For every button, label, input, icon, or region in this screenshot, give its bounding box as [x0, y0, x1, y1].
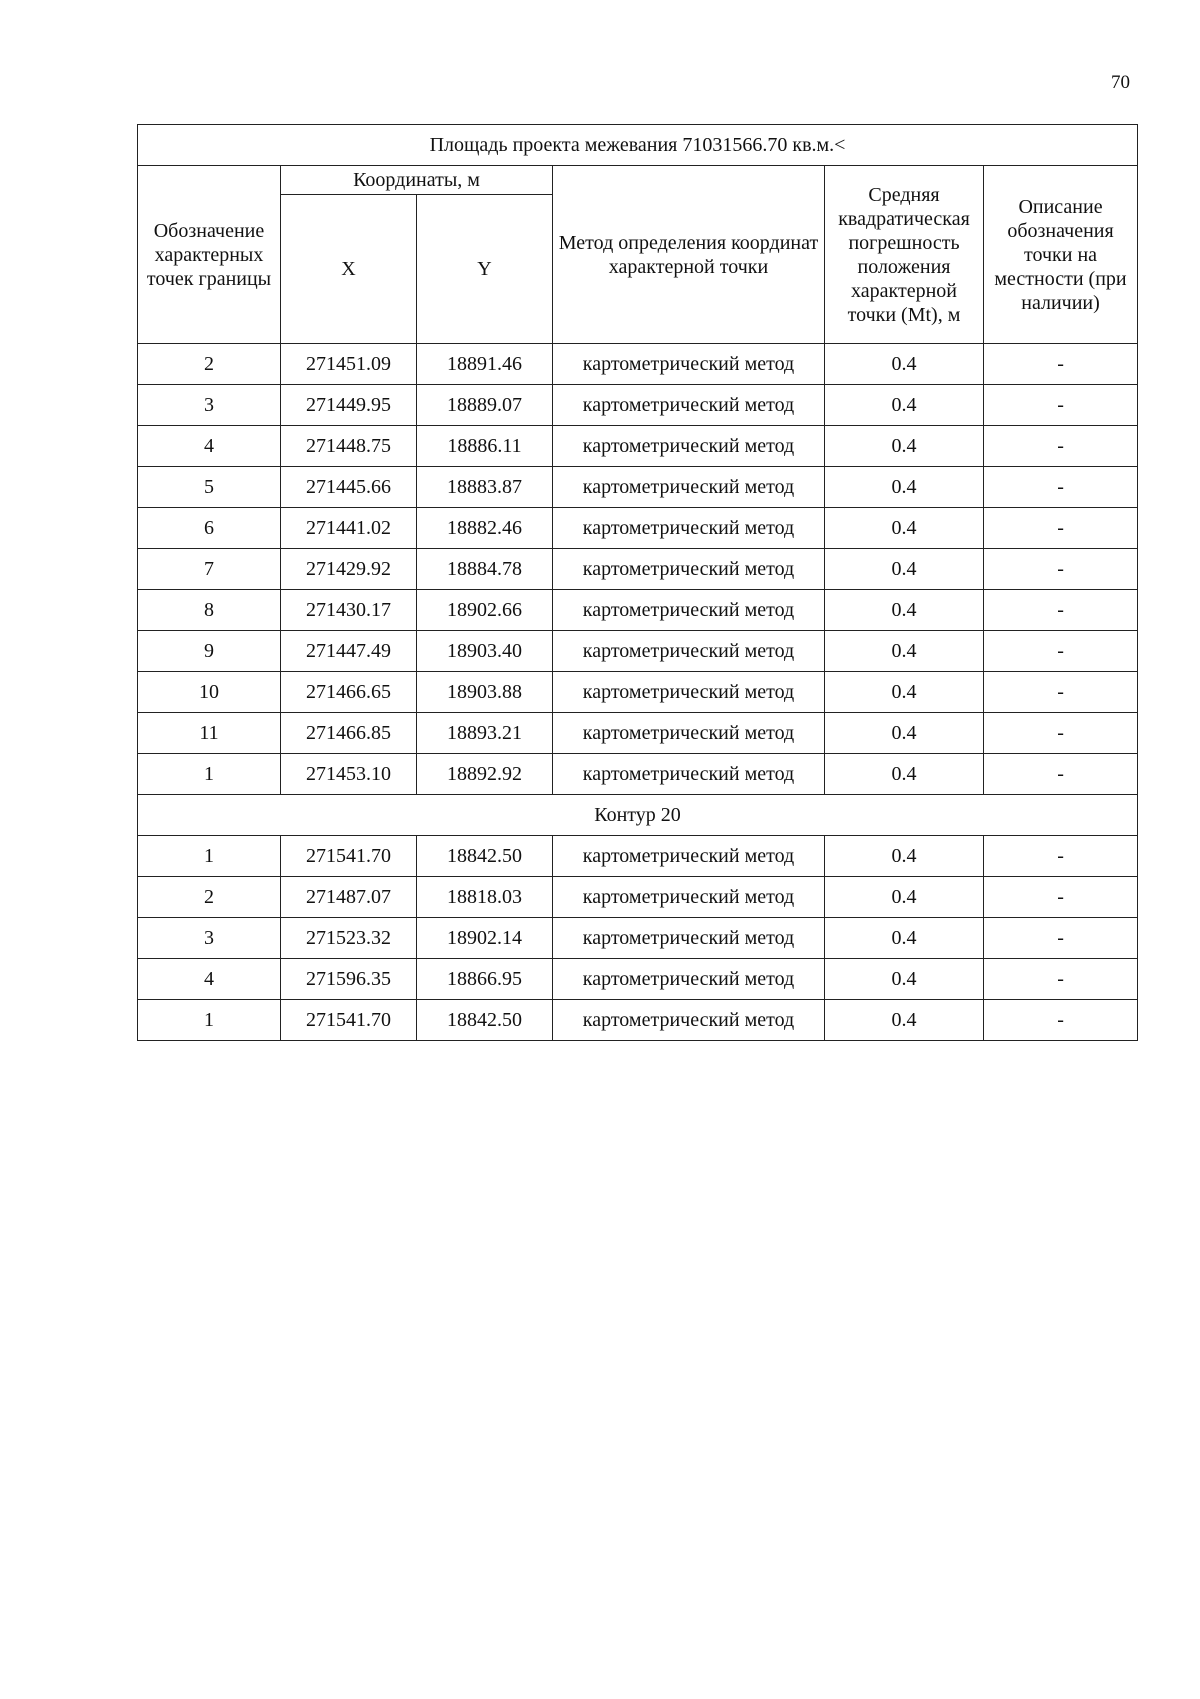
header-row-1 [138, 166, 1138, 195]
cell-y: 18842.50 [417, 1000, 553, 1041]
header-y: Y [417, 195, 553, 344]
cell-point: 3 [138, 918, 281, 959]
cell-description: - [984, 1000, 1138, 1041]
cell-error: 0.4 [825, 508, 984, 549]
cell-y: 18818.03 [417, 877, 553, 918]
cell-x: 271430.17 [281, 590, 417, 631]
cell-point: 7 [138, 549, 281, 590]
cell-method: картометрический метод [553, 672, 825, 713]
cell-y: 18892.92 [417, 754, 553, 795]
cell-y: 18883.87 [417, 467, 553, 508]
header-error: Средняя квадратическая погрешность положения характерной точки (Mt), м [825, 166, 984, 344]
cell-method: картометрический метод [553, 1000, 825, 1041]
cell-x: 271466.85 [281, 713, 417, 754]
cell-y: 18903.40 [417, 631, 553, 672]
table-row [138, 836, 1138, 877]
cell-description: - [984, 467, 1138, 508]
cell-description: - [984, 877, 1138, 918]
section-title: Контур 20 [138, 795, 1138, 836]
header-x: X [281, 195, 417, 344]
cell-method: картометрический метод [553, 836, 825, 877]
cell-x: 271541.70 [281, 1000, 417, 1041]
cell-y: 18882.46 [417, 508, 553, 549]
table-row [138, 672, 1138, 713]
table-row [138, 508, 1138, 549]
cell-point: 3 [138, 385, 281, 426]
cell-y: 18893.21 [417, 713, 553, 754]
cell-y: 18891.46 [417, 344, 553, 385]
table-title: Площадь проекта межевания 71031566.70 кв.м.< [138, 125, 1138, 166]
cell-x: 271466.65 [281, 672, 417, 713]
page-number: 70 [1111, 72, 1130, 93]
cell-error: 0.4 [825, 1000, 984, 1041]
cell-y: 18866.95 [417, 959, 553, 1000]
cell-error: 0.4 [825, 877, 984, 918]
cell-description: - [984, 426, 1138, 467]
cell-point: 2 [138, 877, 281, 918]
cell-x: 271523.32 [281, 918, 417, 959]
cell-error: 0.4 [825, 344, 984, 385]
table-row [138, 590, 1138, 631]
cell-error: 0.4 [825, 754, 984, 795]
cell-description: - [984, 385, 1138, 426]
cell-point: 11 [138, 713, 281, 754]
cell-method: картометрический метод [553, 426, 825, 467]
table-row [138, 631, 1138, 672]
cell-y: 18902.14 [417, 918, 553, 959]
cell-point: 5 [138, 467, 281, 508]
cell-x: 271429.92 [281, 549, 417, 590]
cell-method: картометрический метод [553, 631, 825, 672]
cell-error: 0.4 [825, 631, 984, 672]
cell-error: 0.4 [825, 918, 984, 959]
cell-point: 8 [138, 590, 281, 631]
cell-point: 2 [138, 344, 281, 385]
cell-y: 18902.66 [417, 590, 553, 631]
section-row [138, 795, 1138, 836]
cell-y: 18884.78 [417, 549, 553, 590]
coordinates-table [137, 124, 1138, 1041]
table-row [138, 959, 1138, 1000]
cell-y: 18842.50 [417, 836, 553, 877]
table-row [138, 549, 1138, 590]
cell-error: 0.4 [825, 672, 984, 713]
table-row [138, 344, 1138, 385]
table-row [138, 918, 1138, 959]
cell-description: - [984, 590, 1138, 631]
table-row [138, 754, 1138, 795]
cell-method: картометрический метод [553, 385, 825, 426]
cell-x: 271448.75 [281, 426, 417, 467]
table-row [138, 385, 1138, 426]
cell-x: 271596.35 [281, 959, 417, 1000]
cell-error: 0.4 [825, 836, 984, 877]
cell-x: 271487.07 [281, 877, 417, 918]
cell-error: 0.4 [825, 549, 984, 590]
header-coords: Координаты, м [281, 166, 553, 195]
header-method: Метод определения координат характерной точки [553, 166, 825, 344]
cell-x: 271541.70 [281, 836, 417, 877]
cell-error: 0.4 [825, 590, 984, 631]
cell-y: 18903.88 [417, 672, 553, 713]
cell-error: 0.4 [825, 467, 984, 508]
cell-error: 0.4 [825, 426, 984, 467]
cell-y: 18886.11 [417, 426, 553, 467]
header-description: Описание обозначения точки на местности (при наличии) [984, 166, 1138, 344]
cell-x: 271451.09 [281, 344, 417, 385]
cell-point: 4 [138, 426, 281, 467]
cell-y: 18889.07 [417, 385, 553, 426]
table-row [138, 426, 1138, 467]
table-row [138, 467, 1138, 508]
cell-description: - [984, 631, 1138, 672]
cell-x: 271449.95 [281, 385, 417, 426]
title-row [138, 125, 1138, 166]
table-row [138, 877, 1138, 918]
cell-point: 9 [138, 631, 281, 672]
cell-x: 271441.02 [281, 508, 417, 549]
cell-description: - [984, 959, 1138, 1000]
cell-description: - [984, 549, 1138, 590]
cell-point: 1 [138, 1000, 281, 1041]
cell-description: - [984, 508, 1138, 549]
cell-x: 271445.66 [281, 467, 417, 508]
cell-error: 0.4 [825, 713, 984, 754]
cell-description: - [984, 713, 1138, 754]
cell-method: картометрический метод [553, 918, 825, 959]
cell-description: - [984, 672, 1138, 713]
cell-method: картометрический метод [553, 344, 825, 385]
cell-method: картометрический метод [553, 508, 825, 549]
cell-description: - [984, 344, 1138, 385]
cell-method: картометрический метод [553, 959, 825, 1000]
cell-point: 4 [138, 959, 281, 1000]
cell-point: 1 [138, 754, 281, 795]
cell-method: картометрический метод [553, 549, 825, 590]
header-point: Обозначение характерных точек границы [138, 166, 281, 344]
table-row [138, 713, 1138, 754]
cell-point: 1 [138, 836, 281, 877]
cell-method: картометрический метод [553, 467, 825, 508]
cell-point: 10 [138, 672, 281, 713]
cell-description: - [984, 836, 1138, 877]
cell-x: 271453.10 [281, 754, 417, 795]
cell-method: картометрический метод [553, 713, 825, 754]
cell-x: 271447.49 [281, 631, 417, 672]
cell-error: 0.4 [825, 959, 984, 1000]
cell-method: картометрический метод [553, 754, 825, 795]
table-row [138, 1000, 1138, 1041]
cell-description: - [984, 918, 1138, 959]
cell-method: картометрический метод [553, 590, 825, 631]
cell-method: картометрический метод [553, 877, 825, 918]
cell-error: 0.4 [825, 385, 984, 426]
cell-point: 6 [138, 508, 281, 549]
cell-description: - [984, 754, 1138, 795]
